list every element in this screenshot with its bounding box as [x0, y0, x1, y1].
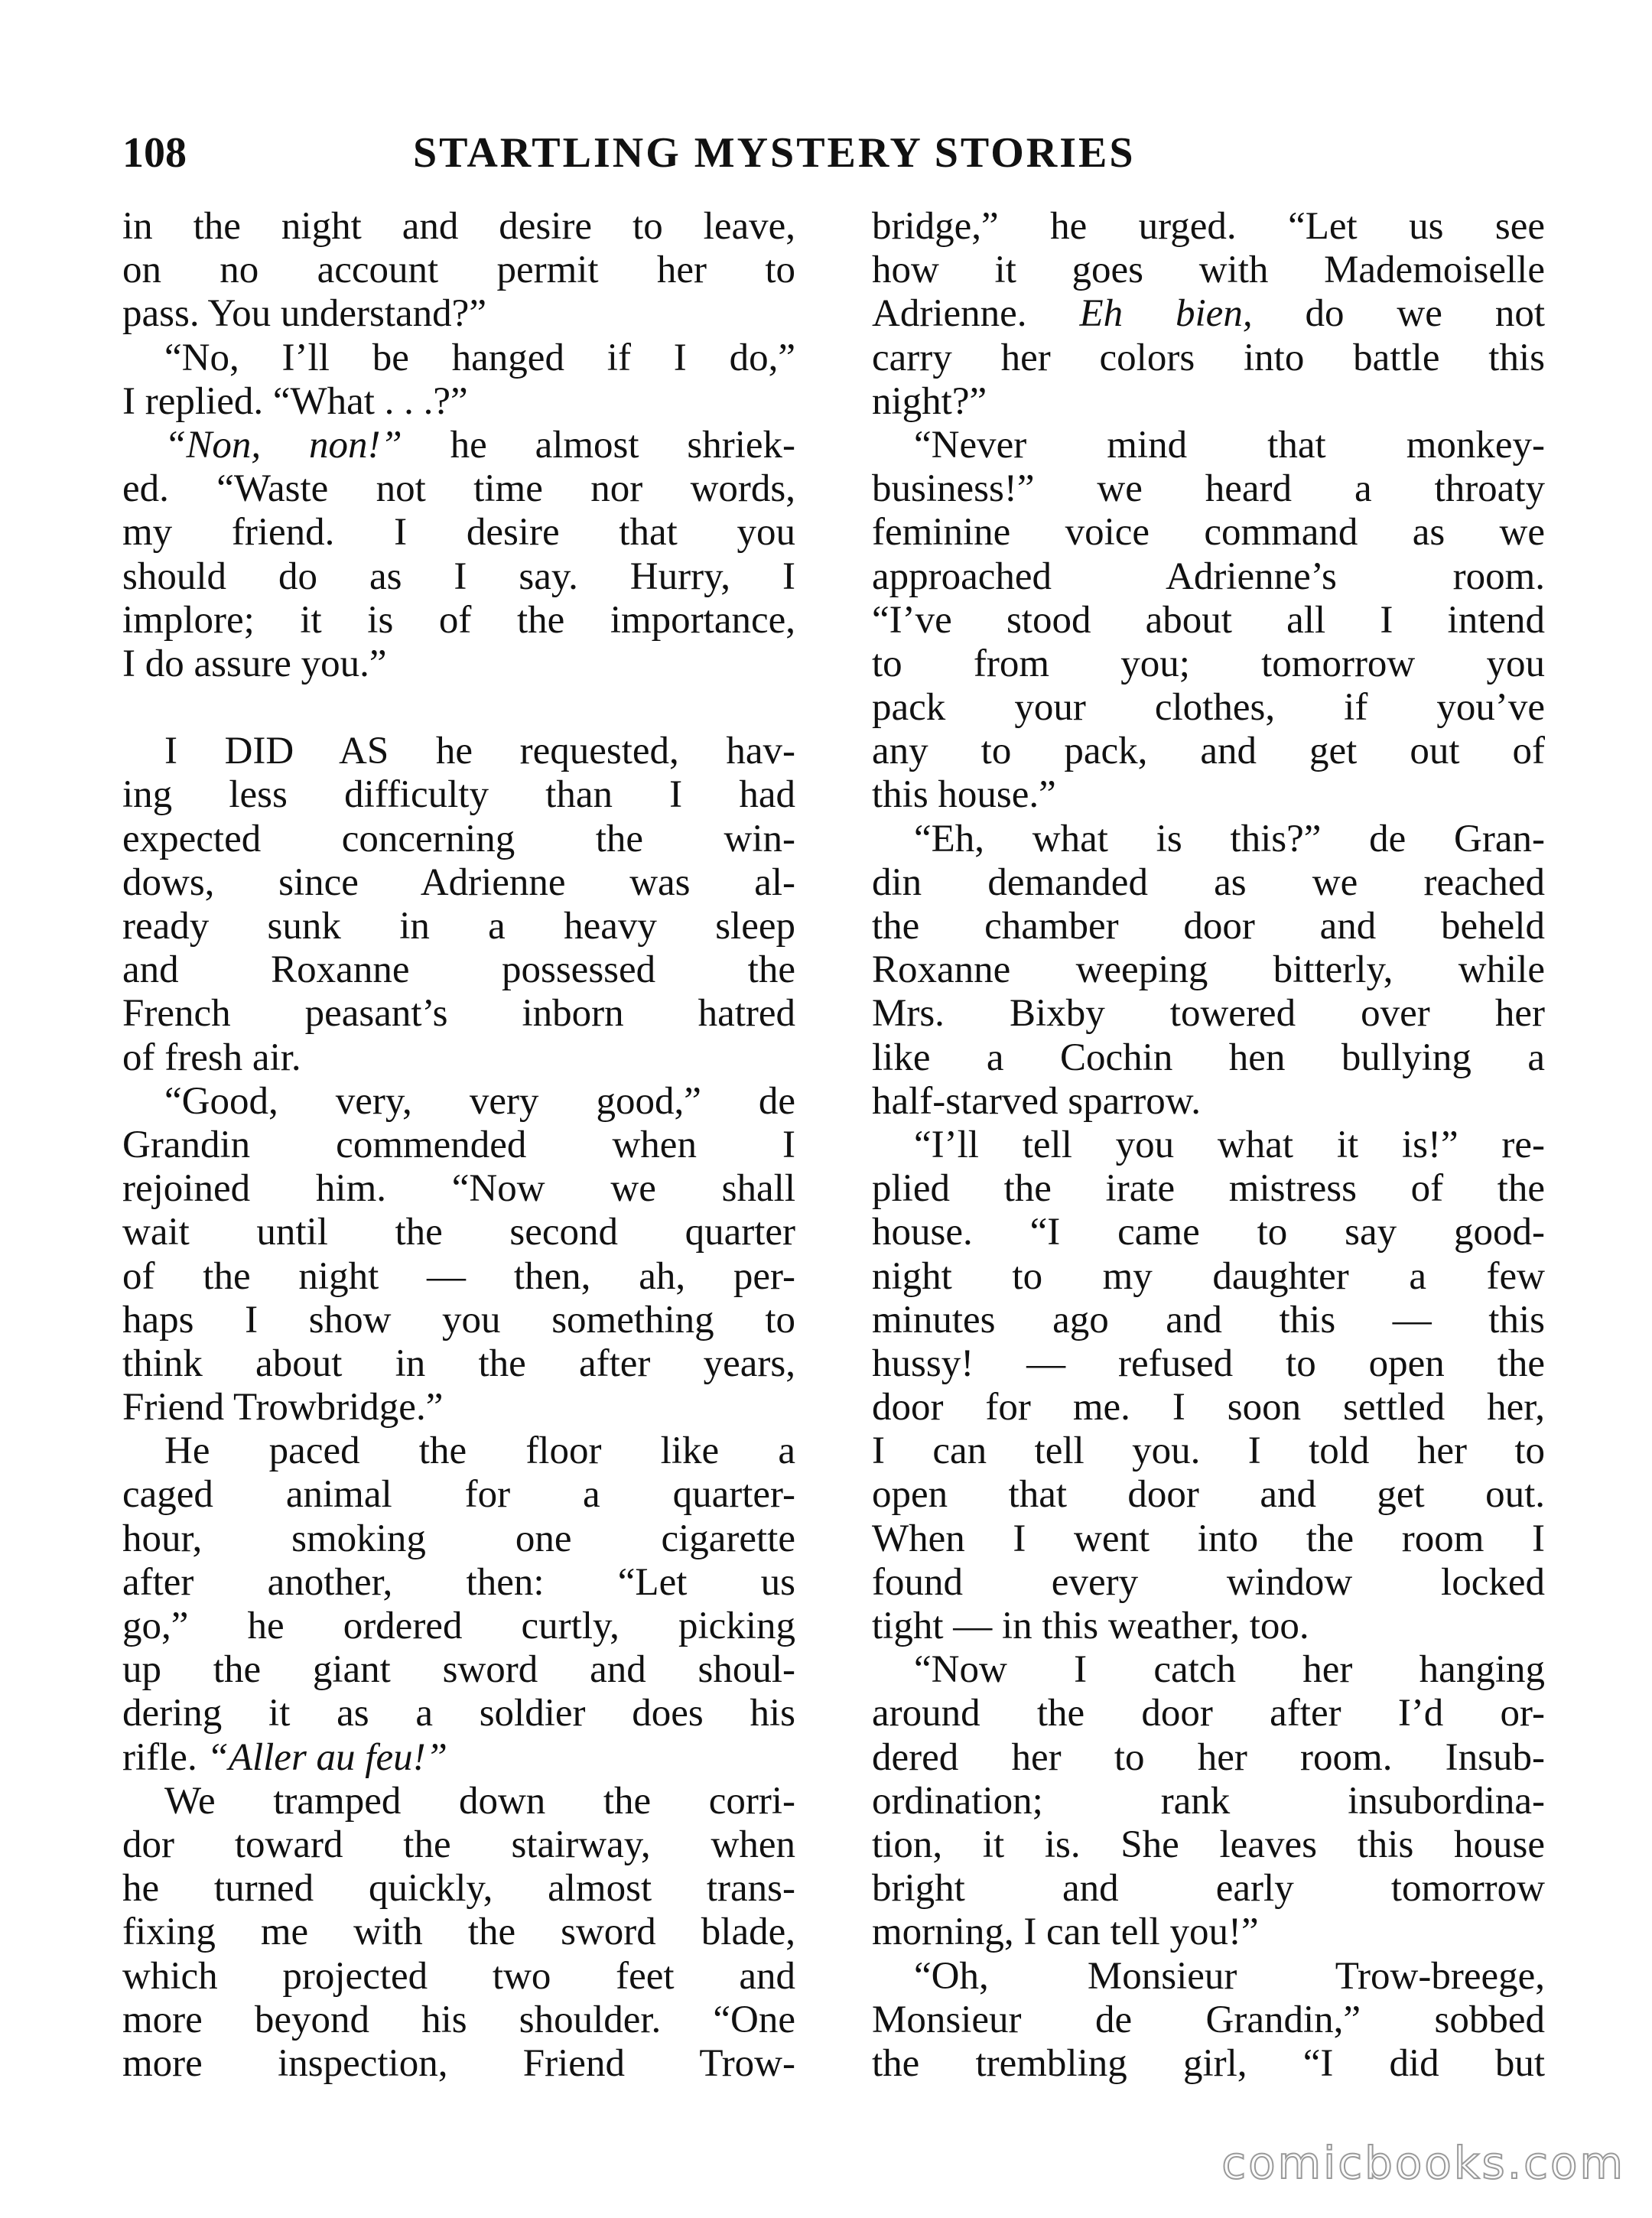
text-line: open that door and get out. — [872, 1473, 1545, 1517]
text-line: think about in the after years, — [122, 1342, 795, 1385]
text-line: morning, I can tell you!” — [872, 1911, 1259, 1954]
left-text-column — [122, 205, 795, 2086]
text-line: feminine voice command as we — [872, 511, 1545, 554]
text-line: the chamber door and beheld — [872, 905, 1545, 948]
page-number: 108 — [122, 129, 187, 177]
text-line: When I went into the room I — [872, 1517, 1545, 1560]
text-line: haps I show you something to — [122, 1298, 795, 1342]
text-line: ed. “Waste not time nor words, — [122, 467, 795, 511]
paragraph-gap — [122, 686, 795, 730]
text-line: more beyond his shoulder. “One — [122, 1998, 795, 2041]
text-line: should do as I say. Hurry, I — [122, 554, 795, 598]
text-line: “Never mind that monkey- — [914, 423, 1545, 467]
text-line: tion, it is. She leaves this house — [872, 1823, 1545, 1866]
text-line: I DID AS he requested, hav- — [164, 730, 795, 773]
text-line: approached Adrienne’s room. — [872, 554, 1545, 598]
text-line: We tramped down the corri- — [164, 1779, 795, 1823]
text-line: hussy! — refused to open the — [872, 1342, 1545, 1385]
text-segment: rifle. — [122, 1735, 207, 1779]
text-line: “Good, very, very good,” de — [164, 1079, 795, 1123]
text-line: this house.” — [872, 773, 1056, 817]
text-line — [122, 1736, 795, 1780]
text-line: expected concerning the win- — [122, 817, 795, 860]
right-text-column — [872, 205, 1545, 2086]
text-segment: do we not — [1252, 292, 1545, 336]
text-line: “Eh, what is this?” de Gran- — [914, 817, 1545, 860]
text-line: I can tell you. I told her to — [872, 1429, 1545, 1473]
text-line: I do assure you.” — [122, 642, 387, 685]
text-line: pack your clothes, if you’ve — [872, 686, 1545, 730]
text-line: my friend. I desire that you — [122, 511, 795, 554]
text-line: dor toward the stairway, when — [122, 1823, 795, 1866]
running-title: STARTLING MYSTERY STORIES — [413, 129, 1136, 177]
text-line: Grandin commended when I — [122, 1123, 795, 1166]
text-line: ready sunk in a heavy sleep — [122, 905, 795, 948]
text-line: found every window locked — [872, 1560, 1545, 1604]
text-line: “Oh, Monsieur Trow-breege, — [914, 1954, 1545, 1998]
text-line: door for me. I soon settled her, — [872, 1386, 1545, 1429]
text-line: of fresh air. — [122, 1036, 301, 1079]
italic-text: “Aller au feu!” — [206, 1735, 447, 1779]
text-line: plied the irate mistress of the — [872, 1167, 1545, 1211]
text-line: hour, smoking one cigarette — [122, 1517, 795, 1560]
text-line: pass. You understand?” — [122, 292, 486, 336]
text-line: around the door after I’d or- — [872, 1692, 1545, 1735]
text-line: go,” he ordered curtly, picking — [122, 1605, 795, 1647]
text-line: night to my daughter a few — [872, 1254, 1545, 1298]
text-line: after another, then: “Let us — [122, 1560, 795, 1604]
text-line: of the night — then, ah, per- — [122, 1254, 795, 1298]
text-line: any to pack, and get out of — [872, 730, 1545, 773]
text-line: night?” — [872, 379, 987, 423]
text-line: French peasant’s inborn hatred — [122, 992, 795, 1036]
text-line: dering it as a soldier does his — [122, 1692, 795, 1735]
text-line: “Now I catch her hanging — [914, 1648, 1545, 1692]
text-line: “I’ll tell you what it is!” re- — [914, 1123, 1545, 1166]
page-header — [122, 122, 1549, 184]
text-line: minutes ago and this — this — [872, 1298, 1545, 1342]
text-line: “I’ve stood about all I intend — [872, 598, 1545, 642]
text-line: rejoined him. “Now we shall — [122, 1167, 795, 1211]
text-line: which projected two feet and — [122, 1954, 795, 1998]
text-line: Mrs. Bixby towered over her — [872, 992, 1545, 1036]
text-line: more inspection, Friend Trow- — [122, 2041, 795, 2085]
text-line: caged animal for a quarter- — [122, 1473, 795, 1517]
text-line: implore; it is of the importance, — [122, 598, 795, 642]
text-line: ordination; rank insubordina- — [872, 1779, 1545, 1823]
text-line: I replied. “What . . .?” — [122, 379, 468, 423]
text-line: Roxanne weeping bitterly, while — [872, 948, 1545, 992]
text-line: carry her colors into battle this — [872, 336, 1545, 379]
text-line: on no account permit her to — [122, 249, 795, 292]
text-line: how it goes with Mademoiselle — [872, 249, 1545, 292]
text-line: the trembling girl, “I did but — [872, 2041, 1545, 2085]
text-line: ing less difficulty than I had — [122, 773, 795, 817]
text-line: to from you; tomorrow you — [872, 642, 1545, 685]
text-line: house. “I came to say good- — [872, 1211, 1545, 1254]
text-line: tight — in this weather, too. — [872, 1605, 1309, 1647]
text-line: like a Cochin hen bullying a — [872, 1036, 1545, 1079]
watermark-text: comicbooks.com — [1221, 2137, 1625, 2189]
text-line: in the night and desire to leave, — [122, 205, 795, 248]
text-line: half-starved sparrow. — [872, 1079, 1202, 1123]
text-line: Friend Trowbridge.” — [122, 1386, 444, 1429]
text-line: Monsieur de Grandin,” sobbed — [872, 1998, 1545, 2041]
text-line: and Roxanne possessed the — [122, 948, 795, 992]
text-line — [872, 292, 1545, 336]
text-line: dered her to her room. Insub- — [872, 1735, 1545, 1779]
text-line: up the giant sword and shoul- — [122, 1648, 795, 1692]
text-line: bridge,” he urged. “Let us see — [872, 205, 1545, 248]
italic-text: Eh bien, — [1079, 292, 1253, 336]
text-line: business!” we heard a throaty — [872, 467, 1545, 511]
text-line: fixing me with the sword blade, — [122, 1911, 795, 1954]
text-line: “No, I’ll be hanged if I do,” — [164, 336, 795, 379]
text-segment: Adrienne. — [872, 292, 1080, 336]
text-line: He paced the floor like a — [164, 1429, 795, 1473]
text-line: bright and early tomorrow — [872, 1867, 1545, 1911]
text-line: wait until the second quarter — [122, 1211, 795, 1254]
text-line: he turned quickly, almost trans- — [122, 1867, 795, 1911]
text-line: din demanded as we reached — [872, 860, 1545, 904]
text-line: dows, since Adrienne was al- — [122, 860, 795, 904]
text-line — [122, 424, 795, 467]
text-segment: he almost shriek- — [402, 423, 795, 467]
italic-text: “Non, non!” — [164, 423, 402, 467]
